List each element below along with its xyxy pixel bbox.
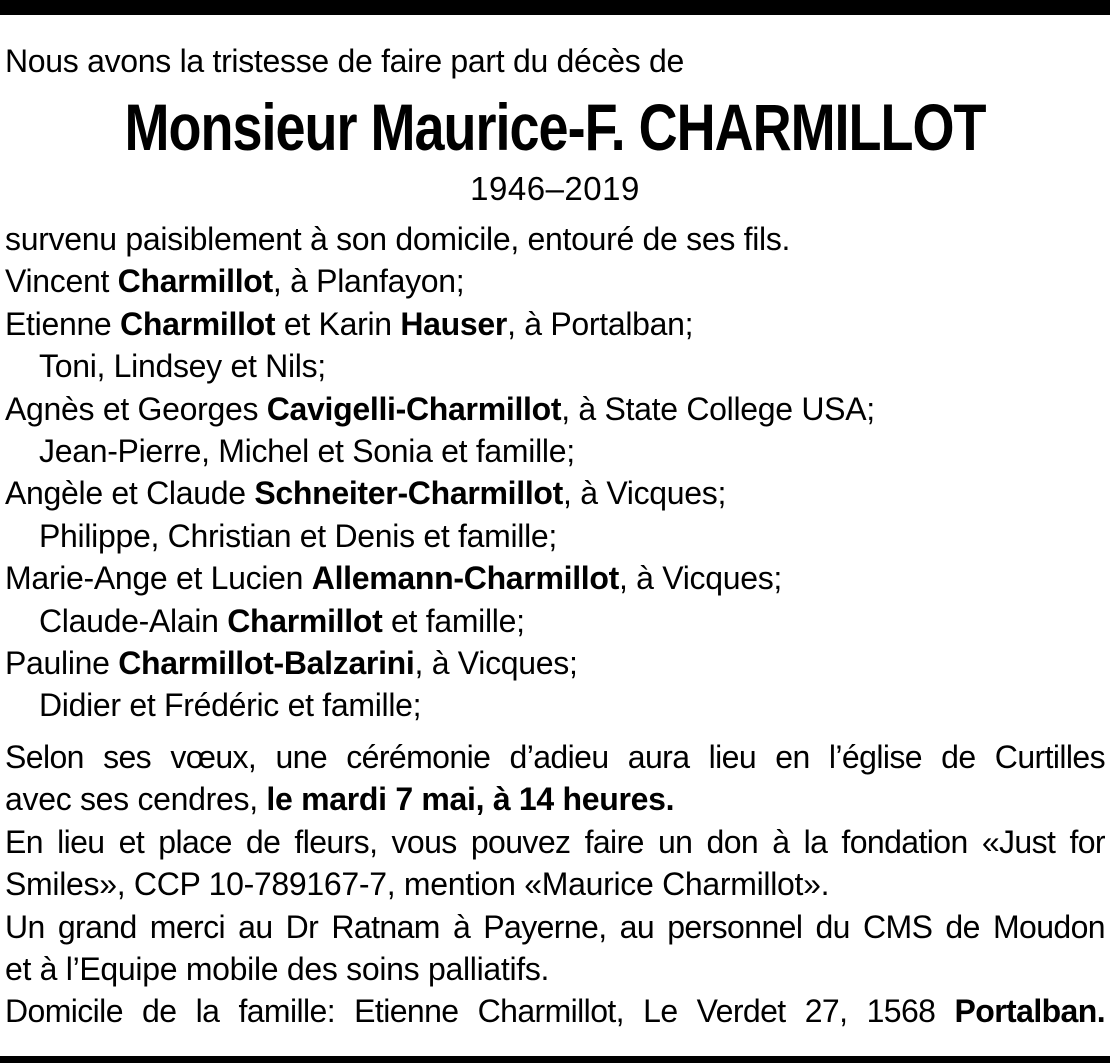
- body-text: avec ses cendres,: [5, 781, 267, 818]
- family-line: [5, 557, 1105, 599]
- closing-line: [5, 990, 1105, 1032]
- name-bold-text: .: [1096, 993, 1105, 1030]
- family-line: [5, 684, 1105, 726]
- body-text: Smiles», CCP 10-789167-7, mention «Maurice Charmillot».: [5, 866, 830, 903]
- body-text: Un grand merci au Dr Ratnam à Payerne, au personnel du CMS de Moudon: [5, 908, 1105, 945]
- lead-line: survenu paisiblement à son domicile, entouré de ses fils.: [5, 221, 791, 257]
- closing-line: [5, 778, 1105, 820]
- closing-line: [5, 736, 1105, 778]
- body-text: , à Vicques;: [563, 475, 727, 512]
- body-text: Selon ses vœux, une cérémonie d’adieu aura lieu en l’église de Curtilles: [5, 738, 1105, 775]
- body-text: Philippe, Christian et Denis et famille;: [39, 517, 558, 554]
- name-bold-text: Schneiter-Charmillot: [254, 475, 564, 512]
- intro-line: Nous avons la tristesse de faire part du décès de: [5, 43, 685, 79]
- body-text: Jean-Pierre, Michel et Sonia et famille;: [39, 433, 575, 470]
- body-text: Domicile de la famille: Etienne Charmillot, Le Verdet 27, 1568: [5, 993, 955, 1030]
- body-text: Didier et Frédéric et famille;: [39, 687, 422, 724]
- top-rule: [0, 0, 1110, 15]
- bottom-rule: [0, 1056, 1110, 1063]
- body-text: , à State College USA;: [561, 390, 875, 427]
- body-text: et famille;: [382, 602, 525, 639]
- closing-paragraphs: [5, 736, 1105, 1033]
- body-text: Claude-Alain: [39, 602, 228, 639]
- closing-line: [5, 821, 1105, 863]
- family-line: [5, 472, 1105, 514]
- name-bold-text: Cavigelli-Charmillot: [266, 390, 562, 427]
- body-text: Pauline: [5, 645, 119, 682]
- family-line: [5, 430, 1105, 472]
- name-bold-text: .: [665, 781, 675, 818]
- deceased-name-title: Monsieur Maurice-F. CHARMILLOT: [124, 91, 986, 165]
- closing-line: [5, 948, 1105, 990]
- family-line: [5, 345, 1105, 387]
- body-text: Etienne: [5, 305, 121, 342]
- body-text: et Karin: [275, 305, 401, 342]
- body-text: Vincent: [5, 263, 118, 300]
- body-text: , à Portalban;: [507, 305, 694, 342]
- body-text: , à Vicques;: [619, 560, 783, 597]
- family-line: [5, 260, 1105, 302]
- family-line: [5, 388, 1105, 430]
- body-text: Toni, Lindsey et Nils;: [39, 348, 326, 385]
- death-notice: [0, 15, 1110, 1033]
- name-bold-text: Allemann-Charmillot: [311, 560, 619, 597]
- family-line: [5, 642, 1105, 684]
- body-text: et à l’Equipe mobile des soins palliatifs.: [5, 950, 550, 987]
- name-bold-text: Charmillot: [227, 602, 383, 639]
- family-line: [5, 303, 1105, 345]
- family-line: [5, 515, 1105, 557]
- family-list: [5, 218, 1105, 727]
- name-bold-text: Charmillot: [117, 263, 273, 300]
- body-text: , à Vicques;: [414, 645, 578, 682]
- name-bold-text: Charmillot: [120, 305, 276, 342]
- body-text: Marie-Ange et Lucien: [5, 560, 312, 597]
- body-text: Agnès et Georges: [5, 390, 267, 427]
- name-bold-text: Charmillot-Balzarini: [118, 645, 415, 682]
- family-line: [5, 600, 1105, 642]
- body-text: , à Planfayon;: [272, 263, 465, 300]
- name-bold-text: Portalban: [954, 993, 1097, 1030]
- closing-line: [5, 906, 1105, 948]
- family-lines-container: [5, 260, 1105, 726]
- name-bold-text: Hauser: [400, 305, 508, 342]
- birth-death-years: 1946–2019: [470, 170, 640, 207]
- closing-line: [5, 863, 1105, 905]
- body-text: Angèle et Claude: [5, 475, 255, 512]
- body-text: En lieu et place de fleurs, vous pouvez faire un don à la fondation «Just for: [5, 823, 1105, 860]
- name-bold-text: le mardi 7 mai, à 14 heures: [266, 781, 666, 818]
